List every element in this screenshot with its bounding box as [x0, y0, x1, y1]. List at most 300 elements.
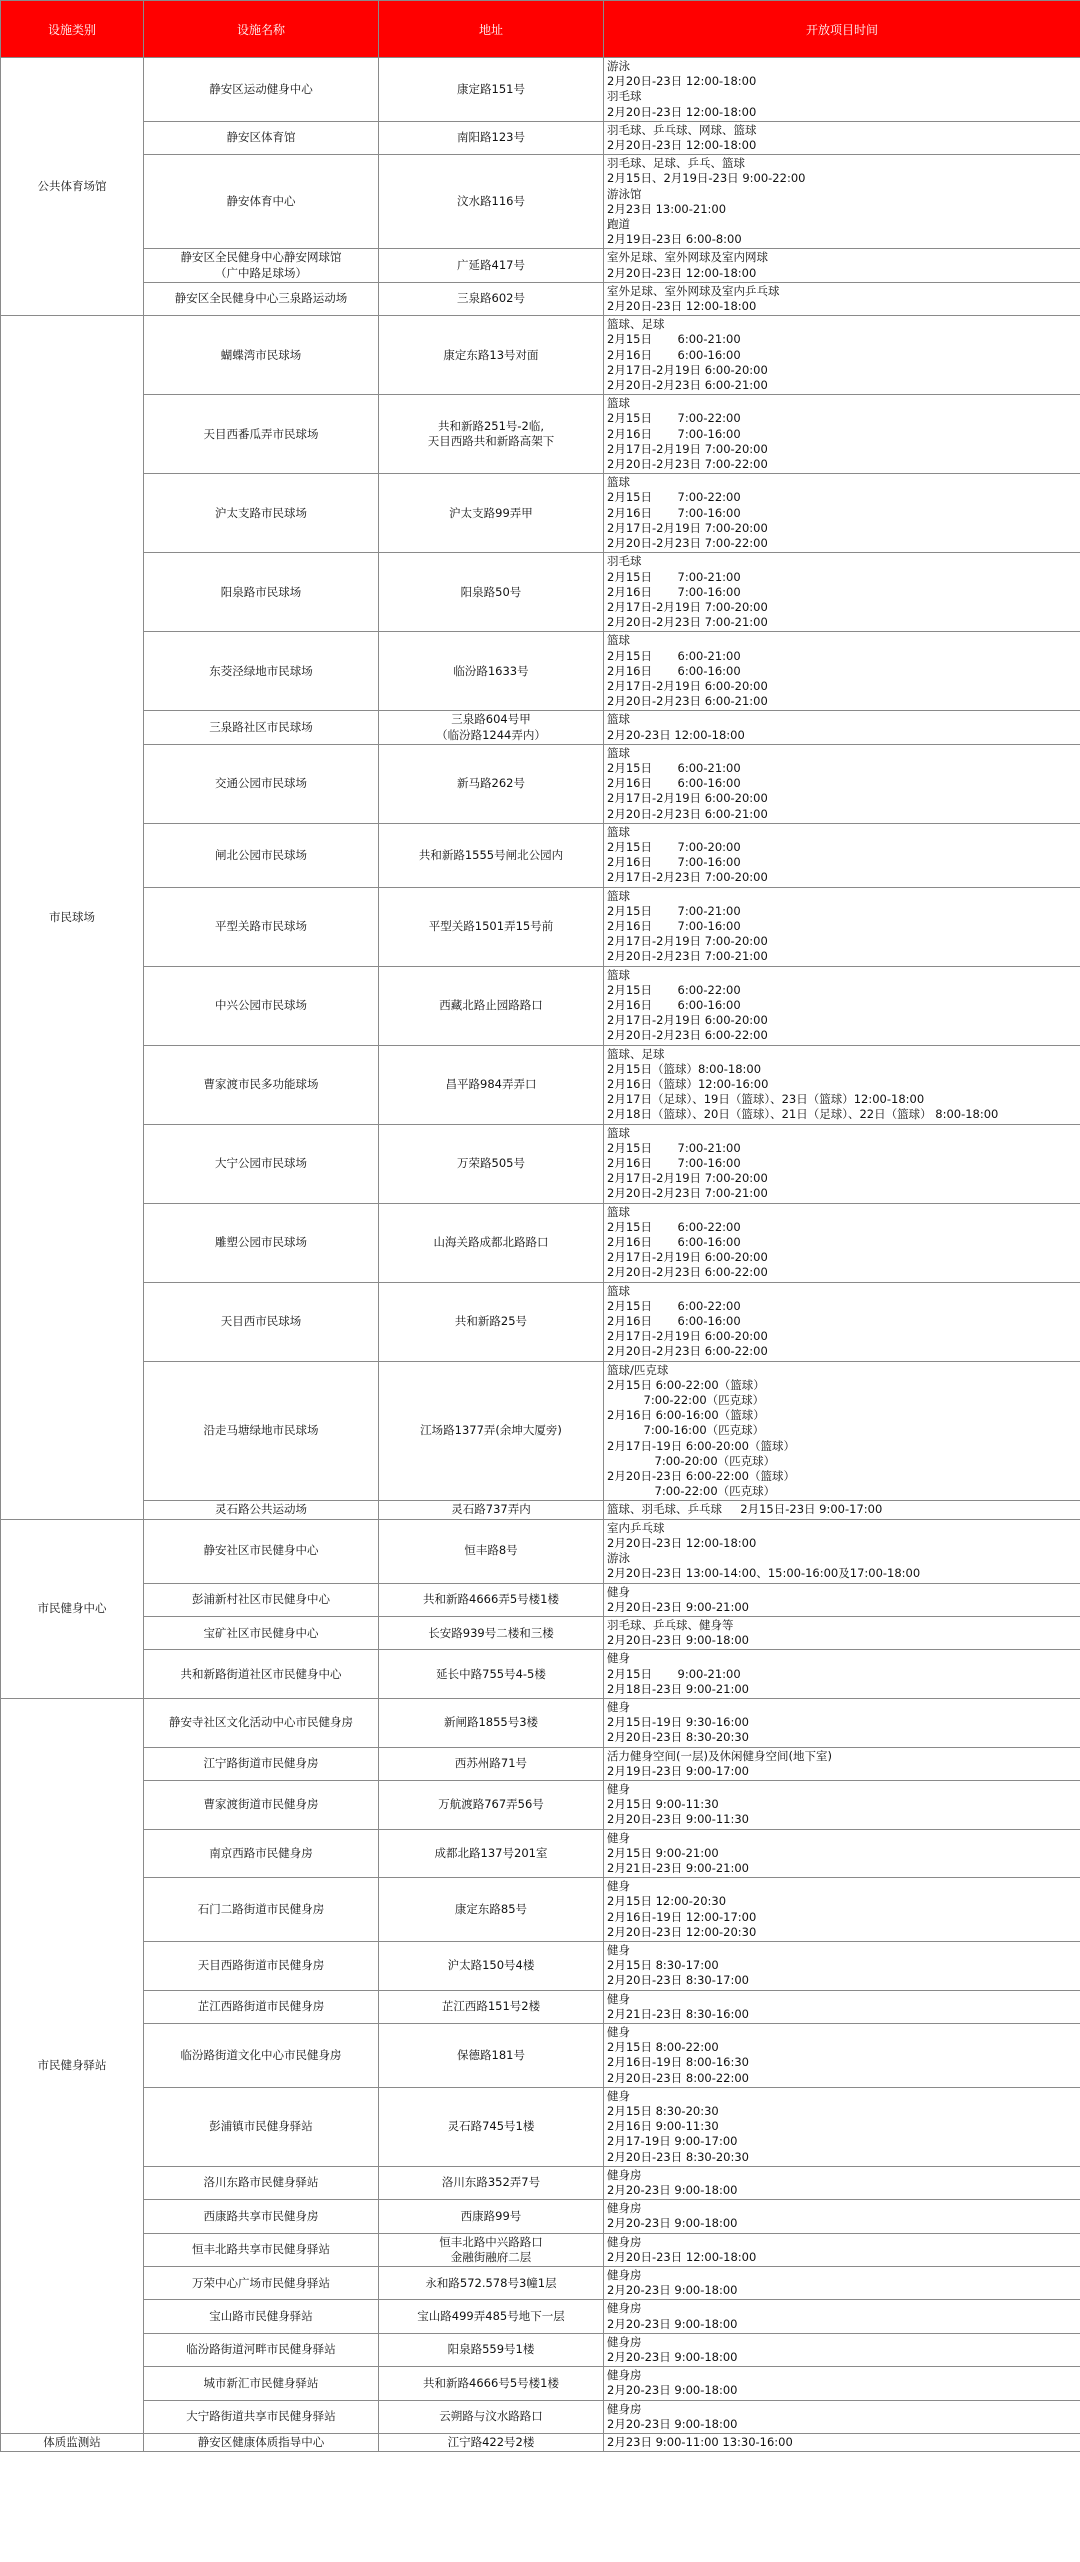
opening-hours	[604, 1747, 1080, 1780]
facility-name	[144, 2166, 379, 2199]
opening-hours-line: 2月20日-23日 6:00-22:00（篮球）	[607, 1469, 796, 1484]
facility-address-line: 新闸路1855号3楼	[443, 1715, 539, 1730]
facility-address-line: 万航渡路767弄56号	[438, 1797, 544, 1812]
table-row	[1, 1990, 1080, 2023]
facility-name	[144, 711, 379, 744]
opening-hours-line: 室外足球、室外网球及室内乒乓球	[607, 283, 780, 298]
facility-name-line: 三泉路社区市民球场	[209, 719, 313, 734]
opening-hours	[604, 1203, 1080, 1282]
facility-address-line: 江场路1377弄(余坤大厦旁)	[420, 1423, 562, 1438]
table-row	[1, 1361, 1080, 1501]
facility-address-line: 万荣路505号	[457, 1156, 525, 1171]
facility-name-line: 静安区体育馆	[226, 130, 296, 145]
facility-address	[379, 1698, 604, 1747]
opening-hours-line: 羽毛球	[607, 89, 642, 104]
facility-name-line: 大宁公园市民球场	[215, 1156, 307, 1171]
opening-hours-line: 2月20日-23日 9:00-21:00	[607, 1599, 750, 1614]
table-row	[1, 1616, 1080, 1649]
opening-hours-line: 健身	[607, 1781, 630, 1796]
facility-address-line: 新马路262号	[457, 776, 525, 791]
opening-hours-line: 2月15日、2月19日-23日 9:00-22:00	[607, 171, 806, 186]
opening-hours-line: 羽毛球	[607, 554, 642, 569]
opening-hours-line: 篮球/匹克球	[607, 1362, 669, 1377]
opening-hours-line: 2月17日-2月19日 7:00-20:00	[607, 441, 768, 456]
opening-hours-line: 2月20日-23日 12:00-18:00	[607, 2249, 757, 2264]
facility-address	[379, 395, 604, 474]
table-row	[1, 711, 1080, 744]
opening-hours	[604, 1361, 1080, 1501]
table-row	[1, 155, 1080, 249]
facility-name-line: 静安区全民健身中心静安网球馆	[180, 250, 342, 265]
opening-hours-line: 2月20日-23日 13:00-14:00、15:00-16:00及17:00-18:00	[607, 1566, 921, 1581]
opening-hours	[604, 395, 1080, 474]
opening-hours	[604, 316, 1080, 395]
facility-name-line: 恒丰北路共享市民健身驿站	[192, 2242, 330, 2257]
table-row	[1, 2400, 1080, 2433]
opening-hours-line: 7:00-20:00（匹克球）	[607, 1453, 776, 1468]
opening-hours-line: 2月17-19日 9:00-17:00	[607, 2134, 738, 2149]
opening-hours-line: 篮球	[607, 888, 630, 903]
facility-address	[379, 316, 604, 395]
facility-address	[379, 155, 604, 249]
table-row	[1, 2267, 1080, 2300]
opening-hours-line: 2月20日-23日 8:30-20:30	[607, 1730, 750, 1745]
opening-hours-line: 室内乒乓球	[607, 1520, 665, 1535]
facility-name	[144, 2023, 379, 2087]
opening-hours-line: 篮球、羽毛球、乒乓球 2月15日-23日 9:00-17:00	[607, 1502, 883, 1517]
table-row	[1, 1203, 1080, 1282]
opening-hours	[604, 2087, 1080, 2166]
opening-hours-line: 2月17日-2月19日 7:00-20:00	[607, 520, 768, 535]
table-row	[1, 474, 1080, 553]
opening-hours-line: 2月20-23日 9:00-18:00	[607, 2316, 738, 2331]
facility-address-line: 沪太支路99弄甲	[449, 505, 533, 520]
facility-name-line: 曹家渡街道市民健身房	[203, 1797, 319, 1812]
opening-hours	[604, 1583, 1080, 1616]
table-row	[1, 249, 1080, 282]
opening-hours-line: 2月17日-2月19日 7:00-20:00	[607, 934, 768, 949]
opening-hours-line: 篮球	[607, 712, 630, 727]
opening-hours-line: 2月16日 6:00-16:00	[607, 347, 741, 362]
facility-name-line: 江宁路街道市民健身房	[203, 1756, 319, 1771]
table-row	[1, 823, 1080, 887]
facility-address-line: （临汾路1244弄内）	[436, 727, 546, 742]
opening-hours-line: 游泳馆	[607, 186, 642, 201]
opening-hours-line: 羽毛球、乒乓球、健身等	[607, 1617, 734, 1632]
opening-hours-line: 2月16日 6:00-16:00	[607, 997, 741, 1012]
facility-name-line: 静安寺社区文化活动中心市民健身房	[169, 1715, 353, 1730]
facility-name-line: 天目西路街道市民健身房	[197, 1958, 325, 1973]
facility-name	[144, 1829, 379, 1878]
facility-address	[379, 2267, 604, 2300]
opening-hours-line: 健身	[607, 1830, 630, 1845]
facility-address-line: 康定东路13号对面	[443, 347, 539, 362]
opening-hours-line: 2月16日 7:00-16:00	[607, 918, 741, 933]
facility-address-line: 保德路181号	[457, 2047, 525, 2062]
opening-hours-line: 2月16日 6:00-16:00	[607, 663, 741, 678]
opening-hours	[604, 2166, 1080, 2199]
facility-name-line: 雕塑公园市民球场	[215, 1235, 307, 1250]
opening-hours	[604, 1282, 1080, 1361]
opening-hours	[604, 1045, 1080, 1124]
opening-hours-line: 2月21日-23日 8:30-16:00	[607, 2006, 750, 2021]
facility-name	[144, 823, 379, 887]
opening-hours-line: 2月15日-19日 9:30-16:00	[607, 1715, 750, 1730]
table-row	[1, 316, 1080, 395]
facility-name	[144, 1990, 379, 2023]
facility-address-line: 天目西路共和新路高架下	[427, 434, 555, 449]
opening-hours-line: 2月20-23日 9:00-18:00	[607, 2183, 738, 2198]
facility-address-line: 南阳路123号	[457, 130, 525, 145]
table-row	[1, 1282, 1080, 1361]
opening-hours-line: 2月20日-23日 12:00-18:00	[607, 104, 757, 119]
table-row	[1, 1829, 1080, 1878]
facility-address-line: 成都北路137号201室	[434, 1845, 548, 1860]
facility-address	[379, 1747, 604, 1780]
facility-name	[144, 553, 379, 632]
opening-hours-line: 健身	[607, 2088, 630, 2103]
facility-address	[379, 1650, 604, 1699]
facility-address	[379, 2434, 604, 2452]
table-row	[1, 1519, 1080, 1583]
facility-address	[379, 1282, 604, 1361]
facility-name-line: （广中路足球场）	[215, 265, 307, 280]
facility-address-line: 阳泉路559号1楼	[447, 2342, 535, 2357]
opening-hours-line: 2月20-23日 9:00-18:00	[607, 2416, 738, 2431]
opening-hours	[604, 2333, 1080, 2366]
facility-name	[144, 632, 379, 711]
facility-name	[144, 744, 379, 823]
opening-hours-line: 2月16日 6:00-16:00（篮球）	[607, 1408, 765, 1423]
facility-address-line: 阳泉路50号	[460, 584, 522, 599]
opening-hours-line: 2月17日-2月19日 6:00-20:00	[607, 1329, 768, 1344]
facility-address	[379, 282, 604, 315]
opening-hours-line: 2月15日 6:00-21:00	[607, 760, 741, 775]
facility-name	[144, 249, 379, 282]
opening-hours-line: 2月17日-2月19日 6:00-20:00	[607, 791, 768, 806]
header-facility-name: 设施名称	[144, 1, 379, 58]
facility-address	[379, 121, 604, 154]
table-row	[1, 887, 1080, 966]
opening-hours-line: 篮球	[607, 396, 630, 411]
facility-name	[144, 1616, 379, 1649]
facility-name	[144, 1045, 379, 1124]
opening-hours-line: 2月20日-23日 12:00-18:00	[607, 74, 757, 89]
opening-hours-line: 2月16日 6:00-16:00	[607, 776, 741, 791]
facility-name-line: 临汾路街道文化中心市民健身房	[180, 2047, 342, 2062]
opening-hours	[604, 1501, 1080, 1519]
opening-hours-line: 7:00-22:00（匹克球）	[607, 1393, 765, 1408]
facility-name	[144, 1941, 379, 1990]
opening-hours	[604, 744, 1080, 823]
table-row	[1, 2434, 1080, 2452]
opening-hours-line: 2月23日 13:00-21:00	[607, 201, 727, 216]
opening-hours-line: 健身	[607, 1699, 630, 1714]
opening-hours-line: 2月20日-2月23日 6:00-21:00	[607, 378, 768, 393]
opening-hours-line: 2月16日-19日 8:00-16:30	[607, 2055, 750, 2070]
opening-hours-line: 2月17日-2月19日 6:00-20:00	[607, 1250, 768, 1265]
facility-address-line: 江宁路422号2楼	[447, 2435, 535, 2450]
opening-hours-line: 2月19日-23日 6:00-8:00	[607, 232, 742, 247]
opening-hours-line: 2月15日 8:00-22:00	[607, 2040, 719, 2055]
opening-hours	[604, 2300, 1080, 2333]
opening-hours-line: 健身房	[607, 2268, 642, 2283]
facility-name-line: 彭浦镇市民健身驿站	[209, 2119, 313, 2134]
opening-hours-line: 活力健身空间(一层)及休闲健身空间(地下室)	[607, 1748, 832, 1763]
opening-hours-line: 2月16日 7:00-16:00	[607, 505, 741, 520]
facility-address-line: 云朔路与汶水路路口	[439, 2409, 543, 2424]
facility-address	[379, 474, 604, 553]
opening-hours-line: 2月20-23日 12:00-18:00	[607, 727, 745, 742]
facility-address	[379, 1990, 604, 2023]
table-row	[1, 282, 1080, 315]
opening-hours-line: 2月15日 9:00-21:00	[607, 1845, 719, 1860]
opening-hours	[604, 58, 1080, 122]
opening-hours	[604, 282, 1080, 315]
opening-hours-line: 篮球	[607, 475, 630, 490]
opening-hours-line: 健身房	[607, 2167, 642, 2182]
facility-name	[144, 2200, 379, 2233]
opening-hours-line: 健身	[607, 1991, 630, 2006]
facility-name-line: 宝矿社区市民健身中心	[203, 1625, 319, 1640]
opening-hours-line: 2月20日-2月23日 7:00-22:00	[607, 536, 768, 551]
facility-address-line: 共和新路251号-2临,	[437, 419, 545, 434]
facility-address-line: 恒丰路8号	[464, 1543, 518, 1558]
opening-hours-line: 2月20日-2月23日 6:00-22:00	[607, 1028, 768, 1043]
opening-hours-line: 2月20日-23日 9:00-11:30	[607, 1812, 750, 1827]
facility-name-line: 中兴公园市民球场	[215, 997, 307, 1012]
category-cell: 市民健身驿站	[1, 1698, 144, 2433]
opening-hours-line: 游泳	[607, 1551, 630, 1566]
opening-hours-line: 2月20日-2月23日 7:00-21:00	[607, 615, 768, 630]
facility-name-line: 石门二路街道市民健身房	[197, 1901, 325, 1916]
table-row	[1, 2367, 1080, 2400]
facility-address	[379, 249, 604, 282]
opening-hours-line: 篮球	[607, 824, 630, 839]
opening-hours-line: 2月16日 7:00-16:00	[607, 584, 741, 599]
opening-hours-line: 2月17日-2月19日 7:00-20:00	[607, 1171, 768, 1186]
facility-name	[144, 887, 379, 966]
facility-address-line: 共和新路4666号5号楼1楼	[423, 2375, 559, 2390]
opening-hours-line: 2月20日-23日 12:00-18:00	[607, 1535, 757, 1550]
table-row	[1, 121, 1080, 154]
facility-address	[379, 1501, 604, 1519]
facility-address-line: 西康路99号	[460, 2208, 522, 2223]
facility-address-line: 芷江西路151号2楼	[441, 1999, 541, 2014]
facility-name	[144, 2087, 379, 2166]
facility-name-line: 交通公园市民球场	[215, 776, 307, 791]
opening-hours-line: 2月18日（篮球）、20日（篮球）、21日（足球）、22日（篮球） 8:00-18:00	[607, 1107, 999, 1122]
facility-name-line: 南京西路市民健身房	[209, 1845, 313, 1860]
category-cell: 市民球场	[1, 316, 144, 1519]
table-row	[1, 2087, 1080, 2166]
opening-hours-line: 2月20-23日 9:00-18:00	[607, 2350, 738, 2365]
facility-name-line: 蝴蝶湾市民球场	[220, 347, 302, 362]
facility-address-line: 共和新路1555号闸北公园内	[418, 847, 564, 862]
opening-hours-line: 7:00-16:00（匹克球）	[607, 1423, 765, 1438]
opening-hours-line: 2月15日 7:00-21:00	[607, 1140, 741, 1155]
facility-name-line: 西康路共享市民健身房	[203, 2208, 319, 2223]
facility-address	[379, 2400, 604, 2433]
opening-hours	[604, 1650, 1080, 1699]
opening-hours-line: 健身房	[607, 2401, 642, 2416]
opening-hours-line: 2月20日-2月23日 7:00-22:00	[607, 457, 768, 472]
opening-hours-line: 室外足球、室外网球及室内网球	[607, 250, 768, 265]
opening-hours-line: 2月16日 7:00-16:00	[607, 855, 741, 870]
table-row	[1, 2300, 1080, 2333]
opening-hours-line: 2月20-23日 9:00-18:00	[607, 2216, 738, 2231]
facility-name-line: 灵石路公共运动场	[215, 1502, 307, 1517]
facility-name	[144, 2367, 379, 2400]
opening-hours-line: 健身	[607, 1879, 630, 1894]
opening-hours-line: 2月23日 9:00-11:00 13:30-16:00	[607, 2435, 793, 2450]
facility-address	[379, 1583, 604, 1616]
table-row	[1, 553, 1080, 632]
facility-address	[379, 1519, 604, 1583]
facility-address	[379, 887, 604, 966]
facility-address	[379, 823, 604, 887]
opening-hours-line: 健身房	[607, 2334, 642, 2349]
facility-address-line: 山海关路成都北路路口	[433, 1235, 549, 1250]
opening-hours-line: 健身	[607, 1584, 630, 1599]
facility-name	[144, 316, 379, 395]
table-row	[1, 1650, 1080, 1699]
opening-hours	[604, 249, 1080, 282]
facility-name	[144, 474, 379, 553]
opening-hours-line: 2月15日 7:00-21:00	[607, 903, 741, 918]
facility-address-line: 长安路939号二楼和三楼	[428, 1625, 554, 1640]
table-header	[1, 1, 1080, 58]
opening-hours	[604, 632, 1080, 711]
facility-address	[379, 711, 604, 744]
opening-hours	[604, 1829, 1080, 1878]
opening-hours-line: 游泳	[607, 59, 630, 73]
opening-hours-line: 2月15日 6:00-22:00	[607, 1219, 741, 1234]
opening-hours	[604, 1124, 1080, 1203]
facility-name	[144, 282, 379, 315]
opening-hours-line: 2月15日 7:00-22:00	[607, 490, 741, 505]
opening-hours	[604, 2023, 1080, 2087]
opening-hours-line: 篮球	[607, 1204, 630, 1219]
facility-name	[144, 1124, 379, 1203]
facility-address-line: 康定东路85号	[454, 1901, 528, 1916]
facility-name-line: 曹家渡市民多功能球场	[203, 1077, 319, 1091]
table-row	[1, 632, 1080, 711]
opening-hours-line: 健身房	[607, 2201, 642, 2216]
table-row	[1, 1045, 1080, 1124]
opening-hours-line: 健身房	[607, 2234, 642, 2249]
opening-hours-line: 2月15日 12:00-20:30	[607, 1894, 727, 1909]
facility-name	[144, 121, 379, 154]
opening-hours	[604, 1878, 1080, 1942]
facility-name-line: 万荣中心广场市民健身驿站	[192, 2275, 330, 2290]
facility-address	[379, 744, 604, 823]
opening-hours-line: 羽毛球、足球、乒乓、篮球	[607, 156, 745, 171]
opening-hours-line: 2月19日-23日 9:00-17:00	[607, 1763, 750, 1778]
opening-hours-line: 2月15日 6:00-21:00	[607, 648, 741, 663]
facility-name-line: 闸北公园市民球场	[215, 847, 307, 862]
opening-hours-line: 2月17日-19日 6:00-20:00（篮球）	[607, 1438, 796, 1453]
facility-address-line: 延长中路755号4-5楼	[436, 1666, 546, 1681]
opening-hours-line: 2月15日 8:30-17:00	[607, 1958, 719, 1973]
opening-hours-line: 健身房	[607, 2301, 642, 2316]
facility-name	[144, 1501, 379, 1519]
opening-hours-line: 羽毛球、乒乓球、网球、篮球	[607, 122, 757, 137]
facility-name-line: 沿走马塘绿地市民球场	[203, 1423, 319, 1438]
facility-address	[379, 966, 604, 1045]
facility-name	[144, 2267, 379, 2300]
facility-address-line: 临汾路1633号	[453, 663, 529, 678]
opening-hours-line: 健身	[607, 2024, 630, 2039]
facility-address	[379, 1203, 604, 1282]
facility-address-line: 昌平路984弄弄口	[445, 1077, 537, 1091]
facility-name	[144, 1583, 379, 1616]
facility-address	[379, 2233, 604, 2266]
opening-hours-line: 健身	[607, 1942, 630, 1957]
facility-address-line: 灵石路745号1楼	[447, 2119, 535, 2134]
facility-name-line: 共和新路街道社区市民健身中心	[180, 1666, 342, 1681]
facility-name	[144, 1878, 379, 1942]
opening-hours-line: 2月15日 6:00-22:00（篮球）	[607, 1377, 765, 1392]
opening-hours	[604, 823, 1080, 887]
opening-hours-line: 2月15日 6:00-22:00	[607, 982, 741, 997]
opening-hours	[604, 2267, 1080, 2300]
table-row	[1, 58, 1080, 122]
opening-hours-line: 2月20日-2月23日 6:00-22:00	[607, 1265, 768, 1280]
facility-name	[144, 2400, 379, 2433]
opening-hours-line: 2月21日-23日 9:00-21:00	[607, 1860, 750, 1875]
facility-name-line: 东茭泾绿地市民球场	[209, 663, 313, 678]
facility-name-line: 天目西番瓜弄市民球场	[203, 426, 319, 441]
facility-address	[379, 58, 604, 122]
table-row	[1, 2333, 1080, 2366]
opening-hours	[604, 1519, 1080, 1583]
opening-hours-line: 2月17日-2月19日 7:00-20:00	[607, 599, 768, 614]
facility-address-line: 沪太路150号4楼	[447, 1958, 535, 1973]
facility-address-line: 永和路572.578号3幢1层	[425, 2275, 557, 2290]
opening-hours	[604, 2233, 1080, 2266]
opening-hours-line: 健身房	[607, 2368, 642, 2383]
facility-address	[379, 1045, 604, 1124]
opening-hours-line: 跑道	[607, 217, 630, 232]
opening-hours-line: 2月20日-2月23日 6:00-21:00	[607, 694, 768, 709]
table-row	[1, 1124, 1080, 1203]
opening-hours-line: 2月20日-23日 12:00-18:00	[607, 265, 757, 280]
facility-name-line: 城市新汇市民健身驿站	[203, 2375, 319, 2390]
opening-hours-line: 2月17日-2月19日 6:00-20:00	[607, 362, 768, 377]
opening-hours-line: 篮球、足球	[607, 317, 665, 332]
facility-name	[144, 1519, 379, 1583]
table-row	[1, 2166, 1080, 2199]
opening-hours-line: 2月20日-2月23日 6:00-21:00	[607, 806, 768, 821]
facility-name	[144, 1650, 379, 1699]
facility-address	[379, 2367, 604, 2400]
facility-name	[144, 1361, 379, 1501]
facility-name-line: 阳泉路市民球场	[220, 584, 302, 599]
facility-name-line: 静安区健康体质指导中心	[197, 2435, 325, 2450]
facility-address-line: 平型关路1501弄15号前	[428, 918, 554, 933]
opening-hours-line: 2月16日 6:00-16:00	[607, 1235, 741, 1250]
table-row	[1, 2023, 1080, 2087]
opening-hours-line: 2月16日（篮球）12:00-16:00	[607, 1077, 769, 1091]
opening-hours-line: 2月15日 6:00-21:00	[607, 332, 741, 347]
facility-address	[379, 2166, 604, 2199]
opening-hours-line: 2月17日-2月19日 6:00-20:00	[607, 1013, 768, 1028]
facility-name	[144, 1698, 379, 1747]
opening-hours	[604, 1698, 1080, 1747]
facility-name	[144, 2333, 379, 2366]
facility-address	[379, 2023, 604, 2087]
